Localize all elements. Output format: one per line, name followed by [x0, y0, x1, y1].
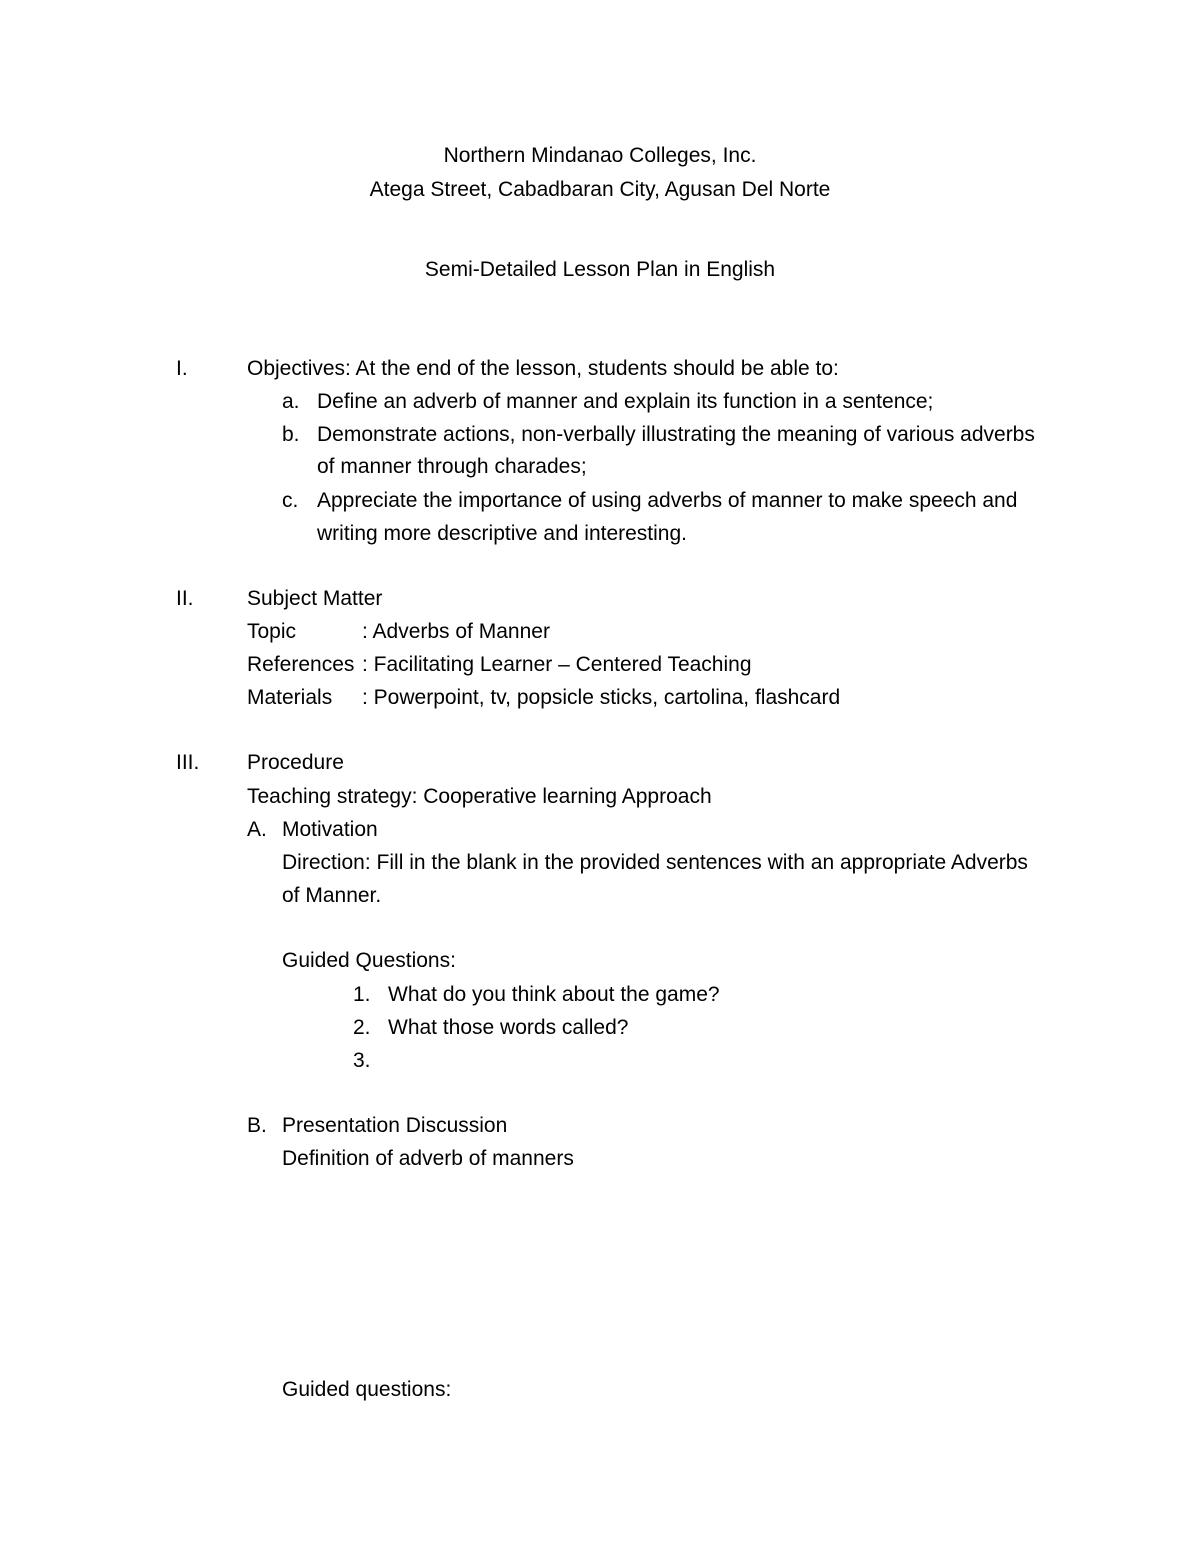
- objective-letter-a: a.: [282, 390, 300, 413]
- objective-c-text-line1: Appreciate the importance of using adverbs of manner to make speech and: [317, 489, 1018, 512]
- motivation-letter: A.: [247, 818, 267, 841]
- topic-value: : Adverbs of Manner: [362, 620, 550, 643]
- references-value: : Facilitating Learner – Centered Teaching: [362, 653, 752, 676]
- procedure-heading: Procedure: [247, 751, 344, 774]
- presentation-letter: B.: [247, 1114, 267, 1137]
- subject-matter-heading: Subject Matter: [247, 587, 383, 610]
- document-title: Semi-Detailed Lesson Plan in English: [424, 258, 776, 281]
- presentation-guided-questions-title: Guided questions:: [282, 1378, 452, 1401]
- question-text-2: What those words called?: [388, 1016, 629, 1039]
- objective-letter-b: b.: [282, 423, 300, 446]
- references-label: References: [247, 653, 355, 676]
- section-numeral-subject-matter: II.: [176, 587, 194, 610]
- question-number-1: 1.: [353, 983, 371, 1006]
- objective-b-text-line1: Demonstrate actions, non-verbally illustrating the meaning of various adverbs: [317, 423, 1035, 446]
- topic-label: Topic: [247, 620, 297, 643]
- question-number-3: 3.: [353, 1049, 371, 1072]
- motivation-direction-line1: Direction: Fill in the blank in the provided sentences with an appropriate Adverbs: [282, 851, 1028, 874]
- materials-value: : Powerpoint, tv, popsicle sticks, cartolina, flashcard: [362, 686, 841, 709]
- presentation-definition: Definition of adverb of manners: [282, 1147, 574, 1170]
- objective-letter-c: c.: [282, 489, 299, 512]
- objective-b-text-line2: of manner through charades;: [317, 455, 587, 478]
- materials-label: Materials: [247, 686, 333, 709]
- objectives-heading: Objectives: At the end of the lesson, students should be able to:: [247, 357, 839, 380]
- institution-name: Northern Mindanao Colleges, Inc.: [443, 144, 757, 167]
- motivation-direction-line2: of Manner.: [282, 884, 382, 907]
- section-numeral-procedure: III.: [176, 751, 200, 774]
- motivation-title: Motivation: [282, 818, 378, 841]
- question-text-1: What do you think about the game?: [388, 983, 720, 1006]
- teaching-strategy: Teaching strategy: Cooperative learning Approach: [247, 785, 712, 808]
- guided-questions-title: Guided Questions:: [282, 949, 456, 972]
- objective-a-text: Define an adverb of manner and explain its function in a sentence;: [317, 390, 934, 413]
- question-number-2: 2.: [353, 1016, 371, 1039]
- objective-c-text-line2: writing more descriptive and interesting.: [317, 522, 688, 545]
- section-numeral-objectives: I.: [176, 357, 188, 380]
- presentation-title: Presentation Discussion: [282, 1114, 508, 1137]
- institution-address: Atega Street, Cabadbaran City, Agusan Del Norte: [369, 178, 831, 201]
